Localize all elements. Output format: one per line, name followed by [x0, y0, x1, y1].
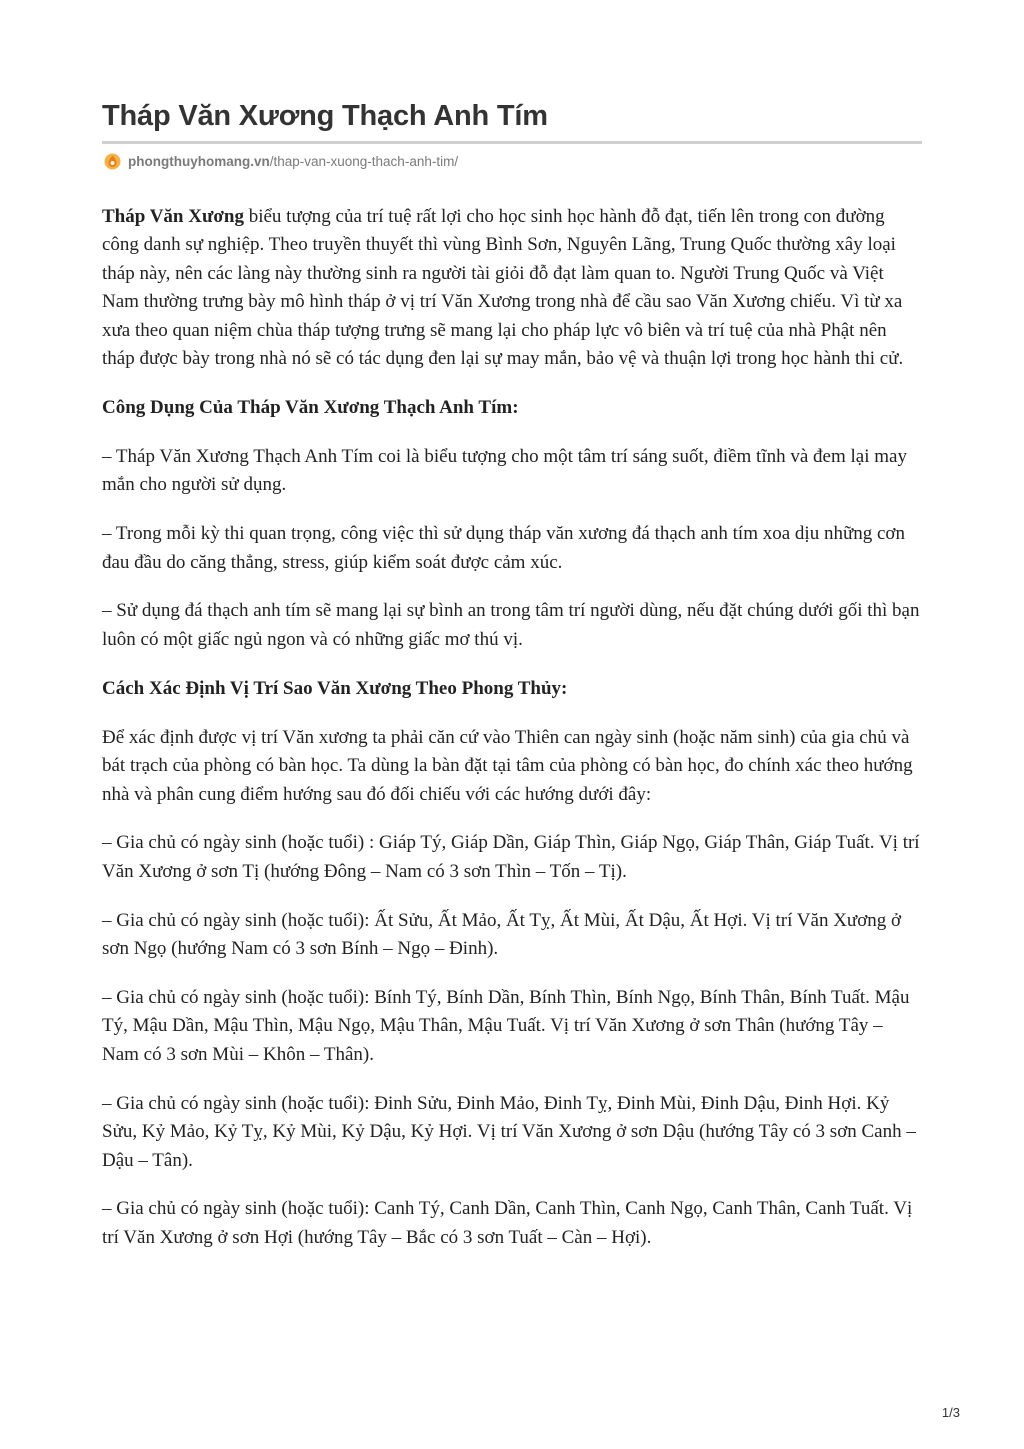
intro-strong: Tháp Văn Xương [102, 206, 244, 227]
location-paragraph-3: – Gia chủ có ngày sinh (hoặc tuổi): Bính Tý, Bính Dần, Bính Thìn, Bính Ngọ, Bính Thân, Bính Tuất. Mậu Tý, Mậu Dần, Mậu Thìn, Mậu Ngọ, Mậu Thân, Mậu Tuất. Vị trí Văn Xương ở sơn Thân (hướng Tây – Nam có 3 sơn Mùi – Khôn – Thân). [102, 987, 910, 1065]
article-body [102, 203, 924, 1273]
source-domain: phongthuyhomang.vn [128, 153, 270, 169]
page-number: 1/3 [941, 1405, 960, 1420]
site-logo-icon [104, 153, 121, 170]
title-divider [102, 141, 922, 144]
location-paragraph-5: – Gia chủ có ngày sinh (hoặc tuổi): Canh Tý, Canh Dần, Canh Thìn, Canh Ngọ, Canh Thân, Canh Tuất. Vị trí Văn Xương ở sơn Hợi (hướng Tây – Bắc có 3 sơn Tuất – Càn – Hợi). [102, 1198, 913, 1248]
intro-paragraph [102, 203, 924, 373]
location-intro: Để xác định được vị trí Văn xương ta phải căn cứ vào Thiên can ngày sinh (hoặc năm sinh) của gia chủ và bát trạch của phòng có bàn học. Ta dùng la bàn đặt tại tâm của phòng có bàn học, đo chính xác theo hướng nhà và phân cung điểm hướng sau đó đối chiếu với các hướng dưới đây: [102, 726, 913, 805]
location-paragraph-4: – Gia chủ có ngày sinh (hoặc tuổi): Đinh Sửu, Đinh Mảo, Đinh Tỵ, Đinh Mùi, Đinh Dậu, Đinh Hợi. Kỷ Sửu, Kỷ Mảo, Kỷ Tỵ, Kỷ Mùi, Kỷ Dậu, Kỷ Hợi. Vị trí Văn Xương ở sơn Dậu (hướng Tây có 3 sơn Canh – Dậu – Tân). [102, 1092, 916, 1171]
uses-paragraph-3: – Sử dụng đá thạch anh tím sẽ mang lại sự bình an trong tâm trí người dùng, nếu đặt chúng dưới gối thì bạn luôn có một giấc ngủ ngon và có những giấc mơ thú vị. [102, 600, 920, 650]
page-title: Tháp Văn Xương Thạch Anh Tím [102, 100, 548, 132]
location-paragraph-2: – Gia chủ có ngày sinh (hoặc tuổi): Ất Sửu, Ất Mảo, Ất Tỵ, Ất Mùi, Ất Dậu, Ất Hợi. Vị trí Văn Xương ở sơn Ngọ (hướng Nam có 3 sơn Bính – Ngọ – Đinh). [102, 909, 902, 960]
location-paragraph-1: – Gia chủ có ngày sinh (hoặc tuổi) : Giáp Tý, Giáp Dần, Giáp Thìn, Giáp Ngọ, Giáp Thân, Giáp Tuất. Vị trí Văn Xương ở sơn Tị (hướng Đông – Nam có 3 sơn Thìn – Tốn – Tị). [102, 832, 920, 882]
source-link[interactable] [128, 154, 458, 169]
uses-paragraph-1: – Tháp Văn Xương Thạch Anh Tím coi là biểu tượng cho một tâm trí sáng suốt, điềm tĩnh và đem lại may mắn cho người sử dụng. [102, 445, 907, 496]
section-heading-uses: Công Dụng Của Tháp Văn Xương Thạch Anh Tím: [102, 396, 519, 418]
intro-text: biểu tượng của trí tuệ rất lợi cho học sinh học hành đỗ đạt, tiến lên trong con đường công danh sự nghiệp. Theo truyền thuyết thì vùng Bình Sơn, Nguyên Lãng, Trung Quốc thường xây loại tháp này, nên các làng này thường sinh ra người tài giỏi đỗ đạt làm quan to. Người Trung Quốc và Việt Nam thường trưng bày mô hình tháp ở vị trí Văn Xương trong nhà để cầu sao Văn Xương chiếu. Vì từ xa xưa theo quan niệm chùa tháp tượng trưng sẽ mang lại cho pháp lực vô biên và trí tuệ của nhà Phật nên tháp được bày trong nhà nó sẽ có tác dụng đen lại sự may mắn, bảo vệ và thuận lợi trong học hành thi cử. [102, 206, 904, 370]
section-heading-location: Cách Xác Định Vị Trí Sao Văn Xương Theo Phong Thủy: [102, 677, 568, 699]
uses-paragraph-2: – Trong mỗi kỳ thi quan trọng, công việc thì sử dụng tháp văn xương đá thạch anh tím xoa dịu những cơn đau đầu do căng thẳng, stress, giúp kiểm soát được cảm xúc. [102, 523, 905, 573]
source-line [104, 151, 458, 171]
source-path: /thap-van-xuong-thach-anh-tim/ [269, 153, 459, 169]
